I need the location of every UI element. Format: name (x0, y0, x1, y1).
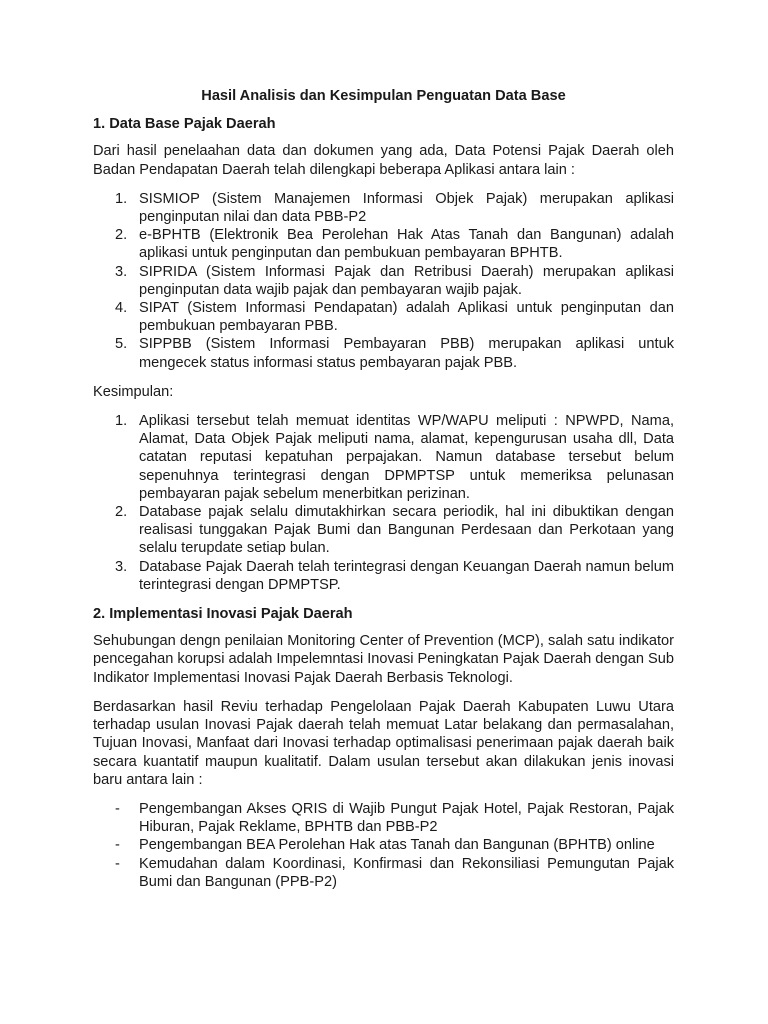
list-bullet: - (115, 855, 120, 872)
list-item (93, 190, 674, 226)
list-item (93, 299, 674, 335)
list-item-text: SIPPBB (Sistem Informasi Pembayaran PBB) merupakan aplikasi untuk mengecek status informasi status pembayaran pajak PBB. (139, 336, 674, 371)
list-item-text: Pengembangan Akses QRIS di Wajib Pungut Pajak Hotel, Pajak Restoran, Pajak Hiburan, Pajak Reklame, BPHTB dan PBB-P2 (139, 800, 674, 836)
list-item (93, 800, 674, 836)
list-item (93, 503, 674, 558)
list-item (93, 335, 674, 371)
list-number: 3. (115, 558, 128, 575)
section-2-heading: 2. Implementasi Inovasi Pajak Daerah (93, 606, 353, 623)
application-list (93, 190, 674, 372)
list-item-text: Database Pajak Daerah telah terintegrasi dengan Keuangan Daerah namun belum terintegrasi dengan DPMPTSP. (139, 558, 674, 593)
list-bullet: - (115, 837, 120, 854)
list-item (93, 226, 674, 262)
section-1-heading: 1. Data Base Pajak Daerah (93, 116, 276, 133)
list-item-text: SIPAT (Sistem Informasi Pendapatan) adalah Aplikasi untuk penginputan dan pembukuan pembayaran PBB. (139, 300, 674, 335)
list-item-text: e-BPHTB (Elektronik Bea Perolehan Hak Atas Tanah dan Bangunan) adalah aplikasi untuk penginputan dan pembukuan pembayaran BPHTB. (139, 227, 674, 262)
list-item-text: SISMIOP (Sistem Manajemen Informasi Objek Pajak) merupakan aplikasi penginputan nilai dan data PBB-P2 (139, 190, 674, 226)
conclusion-label: Kesimpulan: (93, 383, 174, 400)
list-number: 5. (115, 336, 128, 353)
list-item-text: SIPRIDA (Sistem Informasi Pajak dan Retribusi Daerah) merupakan aplikasi penginputan data wajib pajak dan pembayaran wajib pajak. (139, 263, 674, 298)
list-item (93, 855, 674, 891)
list-number: 3. (115, 263, 128, 280)
section-1-intro: Dari hasil penelaahan data dan dokumen yang ada, Data Potensi Pajak Daerah oleh Badan Pendapatan Daerah telah dilengkapi beberapa Aplikasi antara lain : (93, 143, 674, 178)
list-number: 2. (115, 504, 128, 521)
list-number: 1. (115, 190, 128, 207)
section-2-paragraph-1: Sehubungan dengn penilaian Monitoring Center of Prevention (MCP), salah satu indikator pencegahan korupsi adalah Impelemntasi Inovasi Peningkatan Pajak Daerah dengan Sub Indikator Implementasi Inovasi Pajak Daerah Berbasis Teknologi. (93, 633, 674, 686)
list-number: 2. (115, 227, 128, 244)
list-item-text: Aplikasi tersebut telah memuat identitas WP/WAPU meliputi : NPWPD, Nama, Alamat, Data Objek Pajak meliputi nama, alamat, kepengurusan usaha dll, Data catatan reputasi kepatuhan perpajakan. Namun database tersebut belum sepenuhnya terintegrasi dengan DPMPTSP untuk memeriksa pelunasan pembayaran pajak sebelum menerbitkan perizinan. (139, 413, 674, 502)
conclusion-list (93, 412, 674, 594)
section-2-paragraph-2: Berdasarkan hasil Reviu terhadap Pengelolaan Pajak Daerah Kabupaten Luwu Utara terhadap usulan Inovasi Pajak daerah telah memuat Latar belakang dan permasalahan, Tujuan Inovasi, Manfaat dari Inovasi terhadap optimalisasi penerimaan pajak daerah baik secara kuantatif maupun kualitatif. Dalam usulan tersebut akan dilakukan jenis inovasi baru antara lain : (93, 698, 674, 788)
list-number: 1. (115, 413, 128, 430)
list-number: 4. (115, 300, 128, 317)
list-bullet: - (115, 800, 120, 817)
innovation-list (93, 800, 674, 891)
list-item (93, 558, 674, 594)
document-title: Hasil Analisis dan Kesimpulan Penguatan Data Base (201, 88, 566, 104)
list-item-text: Kemudahan dalam Koordinasi, Konfirmasi dan Rekonsiliasi Pemungutan Pajak Bumi dan Bangunan (PPB-P2) (139, 855, 674, 890)
list-item-text: Pengembangan BEA Perolehan Hak atas Tanah dan Bangunan (BPHTB) online (139, 837, 655, 854)
list-item-text: Database pajak selalu dimutakhirkan secara periodik, hal ini dibuktikan dengan realisasi tunggakan Pajak Bumi dan Bangunan Perdesaan dan Perkotaan yang selalu terupdate setiap bulan. (139, 504, 674, 557)
list-item (93, 263, 674, 299)
list-item (93, 412, 674, 503)
list-item (93, 836, 674, 854)
